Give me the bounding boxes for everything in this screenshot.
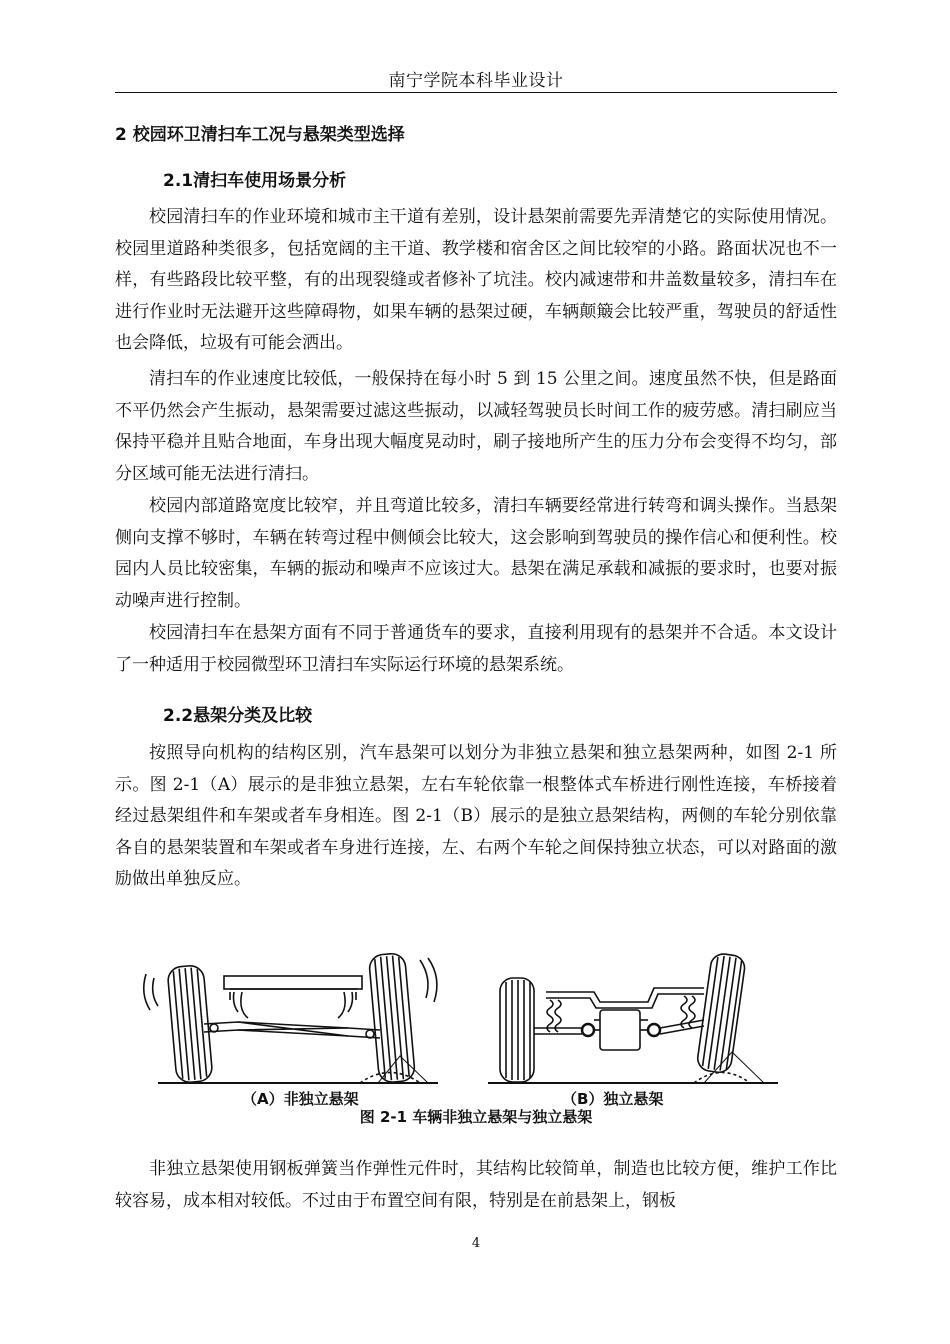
- paragraph: 校园内部道路宽度比较窄，并且弯道比较多，清扫车辆要经常进行转弯和调头操作。当悬架侧向支撑不够时，车辆在转弯过程中侧倾会比较大，这会影响到驾驶员的操作信心和便利性。校园内人员比较密集，车辆的振动和噪声不应该过大。悬架在满足承载和减振的要求时，也要对振动噪声进行控制。: [115, 496, 837, 611]
- paragraph: 校园清扫车在悬架方面有不同于普通货车的要求，直接利用现有的悬架并不合适。本文设计了一种适用于校园微型环卫清扫车实际运行环境的悬架系统。: [115, 623, 837, 675]
- paragraph: 校园清扫车的作业环境和城市主干道有差别，设计悬架前需要先弄清楚它的实际使用情况。校园里道路种类很多，包括宽阔的主干道、教学楼和宿舍区之间比较窄的小路。路面状况也不一样，有些路段比较平整，有的出现裂缝或者修补了坑洼。校内减速带和井盖数量较多，清扫车在进行作业时无法避开这些障碍物，如果车辆的悬架过硬，车辆颠簸会比较严重，驾驶员的舒适性也会降低，垃圾有可能会洒出。: [115, 207, 837, 353]
- section-heading-2-1: 2.1清扫车使用场景分析: [163, 171, 347, 191]
- page-number: 4: [471, 1236, 481, 1251]
- section-heading-2-2: 2.2悬架分类及比较: [163, 706, 313, 726]
- figure-subcaption-a: （A）非独立悬架: [242, 1090, 359, 1108]
- paragraph: 清扫车的作业速度比较低，一般保持在每小时 5 到 15 公里之间。速度虽然不快，但是路面不平仍然会产生振动，悬架需要过滤这些振动，以减轻驾驶员长时间工作的疲劳感。清扫刷应当保持平稳并且贴合地面，车身出现大幅度晃动时，刷子接地所产生的压力分布会变得不均匀，部分区域可能无法进行清扫。: [115, 369, 837, 484]
- independent-suspension-drawing: [488, 952, 778, 1083]
- page-header: 南宁学院本科毕业设计: [388, 71, 564, 91]
- paragraph: 按照导向机构的结构区别，汽车悬架可以划分为非独立悬架和独立悬架两种，如图 2-1 所示。图 2-1（A）展示的是非独立悬架，左右车轮依靠一根整体式车桥进行刚性连接，车桥接着经过悬架组件和车架或者车身相连。图 2-1（B）展示的是独立悬架结构，两侧的车轮分别依靠各自的悬架装置和车架或者车身进行连接，左、右两个车轮之间保持独立状态，可以对路面的激励做出单独反应。: [115, 743, 837, 889]
- paragraph: 非独立悬架使用钢板弹簧当作弹性元件时，其结构比较简单，制造也比较方便，维护工作比较容易，成本相对较低。不过由于布置空间有限，特别是在前悬架上，钢板: [115, 1159, 837, 1211]
- suspension-figure: [138, 944, 798, 1124]
- figure-subcaption-b: （B）独立悬架: [562, 1090, 664, 1108]
- chapter-heading: 2 校园环卫清扫车工况与悬架类型选择: [115, 125, 405, 145]
- header-rule: [115, 92, 837, 93]
- figure-caption: 图 2-1 车辆非独立悬架与独立悬架: [359, 1108, 593, 1126]
- non-independent-suspension-drawing: [144, 953, 438, 1084]
